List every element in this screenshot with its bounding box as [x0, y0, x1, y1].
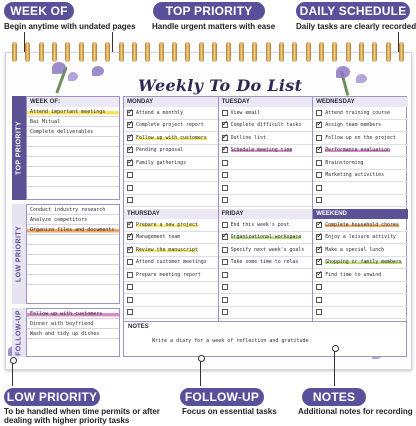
task-row[interactable]: [124, 132, 218, 145]
task-row[interactable]: [219, 232, 313, 245]
planner-title: Weekly To Do List: [138, 76, 303, 95]
task-row[interactable]: [124, 170, 218, 183]
task-row[interactable]: [313, 294, 408, 307]
task-text[interactable]: Prepare a new project: [136, 221, 198, 228]
list-line[interactable]: [27, 265, 119, 275]
task-text[interactable]: Make a special lunch: [325, 246, 385, 253]
task-checkbox[interactable]: [222, 222, 228, 228]
task-row[interactable]: [313, 282, 408, 295]
ring: [105, 42, 110, 62]
ring: [226, 42, 231, 62]
task-text[interactable]: Management team: [136, 234, 181, 241]
task-checkbox[interactable]: [222, 160, 228, 166]
task-row[interactable]: [124, 182, 218, 195]
task-row[interactable]: [124, 219, 218, 232]
iris-flower-icon: [92, 66, 104, 76]
ring: [332, 42, 337, 62]
task-row[interactable]: [219, 307, 313, 320]
ring: [119, 42, 124, 62]
ring: [306, 42, 311, 62]
task-checkbox[interactable]: [127, 222, 133, 228]
list-line[interactable]: Attend important meetings: [27, 107, 119, 117]
follow-up-caption: Focus on essential tasks: [182, 407, 277, 416]
task-text[interactable]: Follow up on the project: [325, 134, 396, 141]
ring: [212, 42, 217, 62]
ring: [12, 42, 17, 62]
daily-schedule-grid: [123, 96, 407, 357]
task-text[interactable]: Organizational workspace: [230, 234, 302, 241]
week-of-badge: WEEK OF: [4, 2, 74, 20]
day-header: WEDNESDAY: [313, 97, 408, 107]
task-checkbox[interactable]: [222, 185, 228, 191]
follow-up-tab: [12, 308, 26, 357]
follow-up-pointer: [200, 358, 201, 386]
ring: [92, 42, 97, 62]
low-priority-caption: To be handled when time permits or after dealing with higher priority tasks: [4, 407, 160, 425]
task-row[interactable]: [219, 244, 313, 257]
day-wednesday: [313, 97, 408, 209]
notes-pointer: [334, 348, 335, 386]
notes-label: NOTES: [128, 324, 149, 330]
task-checkbox[interactable]: [222, 272, 228, 278]
task-row[interactable]: [124, 120, 218, 133]
task-row[interactable]: [219, 145, 313, 158]
task-checkbox[interactable]: [316, 160, 322, 166]
task-row[interactable]: [313, 232, 408, 245]
task-checkbox[interactable]: [316, 185, 322, 191]
iris-flower-icon: [356, 74, 367, 83]
week-of-label: WEEK OF:: [27, 97, 119, 107]
task-checkbox[interactable]: [316, 259, 322, 265]
daily-schedule-badge: DAILY SCHEDULE: [296, 2, 410, 20]
task-checkbox[interactable]: [127, 259, 133, 265]
ring: [359, 42, 364, 62]
task-checkbox[interactable]: [316, 234, 322, 240]
ring: [372, 42, 377, 62]
task-checkbox[interactable]: [127, 297, 133, 303]
top-priority-tab-label: TOP PRIORITY: [15, 121, 23, 175]
task-row[interactable]: [219, 269, 313, 282]
ring: [266, 42, 271, 62]
list-line[interactable]: Wash and tidy up dishes: [27, 329, 119, 339]
task-text[interactable]: Find time to unwind: [325, 271, 382, 278]
day-header: FRIDAY: [219, 209, 313, 219]
ring: [346, 42, 351, 62]
spiral-binding: [12, 42, 404, 64]
task-checkbox[interactable]: [222, 309, 228, 315]
task-row[interactable]: [219, 282, 313, 295]
task-checkbox[interactable]: [316, 147, 322, 153]
list-line[interactable]: Conduct industry research: [27, 205, 119, 215]
task-checkbox[interactable]: [127, 172, 133, 178]
ring: [25, 42, 30, 62]
notes-text[interactable]: Write a diary for a week of reflection and gratitude: [152, 338, 309, 344]
task-row[interactable]: [124, 145, 218, 158]
task-checkbox[interactable]: [127, 122, 133, 128]
task-text[interactable]: Complete project report: [136, 122, 204, 129]
day-header: MONDAY: [124, 97, 218, 107]
task-row[interactable]: [219, 157, 313, 170]
task-checkbox[interactable]: [127, 135, 133, 141]
task-text[interactable]: Attend a monthly: [136, 109, 184, 116]
day-monday: [124, 97, 219, 209]
task-row[interactable]: [313, 132, 408, 145]
follow-up-tab-label: FOLLOW-UP: [15, 309, 23, 356]
task-checkbox[interactable]: [222, 234, 228, 240]
ring: [172, 42, 177, 62]
task-checkbox[interactable]: [222, 147, 228, 153]
list-line[interactable]: Dinner with boyfriend: [27, 319, 119, 329]
task-row[interactable]: [313, 195, 408, 208]
task-row[interactable]: [313, 145, 408, 158]
day-header: TUESDAY: [219, 97, 313, 107]
task-text[interactable]: Complete difficult tasks: [230, 122, 302, 129]
list-line[interactable]: [27, 255, 119, 265]
day-tuesday: [219, 97, 314, 209]
task-row[interactable]: [124, 282, 218, 295]
task-row[interactable]: [313, 182, 408, 195]
iris-flower-icon: [336, 66, 350, 78]
low-priority-badge: LOW PRIORITY: [4, 388, 100, 406]
ring: [145, 42, 150, 62]
day-header: THURSDAY: [124, 209, 218, 219]
task-row[interactable]: [124, 195, 218, 208]
list-line[interactable]: Follow up with customers: [27, 309, 119, 319]
task-checkbox[interactable]: [222, 122, 228, 128]
task-row[interactable]: [124, 232, 218, 245]
task-checkbox[interactable]: [222, 110, 228, 116]
ring: [319, 42, 324, 62]
task-row[interactable]: [219, 132, 313, 145]
task-checkbox[interactable]: [127, 160, 133, 166]
task-text[interactable]: Outline list: [230, 134, 266, 141]
task-row[interactable]: [219, 294, 313, 307]
iris-flower-icon: [52, 62, 66, 74]
notes-badge: NOTES: [302, 388, 366, 406]
task-text[interactable]: End this week's post: [230, 221, 290, 228]
list-line[interactable]: Complete deliverables: [27, 127, 119, 137]
notes-caption: Additional notes for recording: [298, 407, 413, 416]
task-checkbox[interactable]: [127, 110, 133, 116]
day-friday: [219, 209, 314, 321]
ring: [159, 42, 164, 62]
list-line[interactable]: [27, 147, 119, 157]
task-checkbox[interactable]: [316, 309, 322, 315]
task-text[interactable]: Shopping or family members: [325, 259, 402, 266]
task-text[interactable]: Follow up with customers: [136, 134, 207, 141]
ring: [279, 42, 284, 62]
task-row[interactable]: [124, 307, 218, 320]
list-line[interactable]: Analyze competitors: [27, 215, 119, 225]
task-checkbox[interactable]: [127, 284, 133, 290]
task-row[interactable]: [313, 107, 408, 120]
task-text[interactable]: Marketing activities: [325, 172, 385, 179]
task-row[interactable]: [313, 157, 408, 170]
task-text[interactable]: Specify next week's goals: [230, 246, 305, 253]
day-weekend: [313, 209, 408, 321]
top-priority-badge: TOP PRIORITY: [153, 2, 265, 20]
task-checkbox[interactable]: [316, 135, 322, 141]
week-of-caption: Begin anytime with undated pages: [4, 22, 136, 31]
ring: [239, 42, 244, 62]
task-row[interactable]: [124, 244, 218, 257]
list-line[interactable]: Organize files and documents: [27, 225, 119, 235]
task-row[interactable]: [219, 170, 313, 183]
task-row[interactable]: [219, 195, 313, 208]
task-checkbox[interactable]: [222, 297, 228, 303]
ring: [199, 42, 204, 62]
task-row[interactable]: [124, 107, 218, 120]
task-text[interactable]: View email: [230, 109, 261, 116]
task-text[interactable]: Family gatherings: [136, 159, 187, 166]
top-priority-caption: Handle urgent matters with ease: [152, 22, 276, 31]
list-line[interactable]: Bai Mitual: [27, 117, 119, 127]
task-row[interactable]: [313, 120, 408, 133]
task-checkbox[interactable]: [127, 272, 133, 278]
task-checkbox[interactable]: [316, 297, 322, 303]
task-checkbox[interactable]: [316, 172, 322, 178]
task-row[interactable]: [219, 107, 313, 120]
list-line[interactable]: [27, 245, 119, 255]
task-text[interactable]: Review the manuscript: [136, 246, 198, 253]
ring: [399, 42, 404, 62]
task-checkbox[interactable]: [222, 197, 228, 203]
task-text[interactable]: Pending proposal: [136, 147, 184, 154]
ring: [65, 42, 70, 62]
task-text[interactable]: Take some time to relax: [230, 259, 299, 266]
task-checkbox[interactable]: [222, 247, 228, 253]
ring: [252, 42, 257, 62]
day-header: WEEKEND: [313, 209, 408, 219]
task-checkbox[interactable]: [127, 247, 133, 253]
task-row[interactable]: [313, 244, 408, 257]
list-line[interactable]: [27, 177, 119, 187]
task-row[interactable]: [219, 182, 313, 195]
task-text[interactable]: Performance evaluation: [325, 147, 390, 154]
top-priority-tab: [12, 96, 26, 200]
task-text[interactable]: Prepare meeting report: [136, 271, 201, 278]
ring: [292, 42, 297, 62]
task-text[interactable]: Complete household chores: [325, 221, 399, 228]
ring: [132, 42, 137, 62]
follow-up-list: [26, 308, 120, 357]
task-row[interactable]: [124, 157, 218, 170]
notes-box: [123, 321, 407, 357]
task-text[interactable]: Attend customer meetings: [136, 259, 207, 266]
task-checkbox[interactable]: [316, 222, 322, 228]
task-checkbox[interactable]: [127, 309, 133, 315]
day-thursday: [124, 209, 219, 321]
list-line[interactable]: [27, 167, 119, 177]
task-text[interactable]: Enjoy a leisure activity: [325, 234, 396, 241]
task-checkbox[interactable]: [127, 185, 133, 191]
task-checkbox[interactable]: [316, 110, 322, 116]
task-row[interactable]: [124, 294, 218, 307]
ring: [79, 42, 84, 62]
list-line[interactable]: [27, 235, 119, 245]
list-line[interactable]: [27, 275, 119, 285]
task-row[interactable]: [219, 257, 313, 270]
task-row[interactable]: [313, 307, 408, 320]
task-row[interactable]: [219, 120, 313, 133]
task-row[interactable]: [313, 269, 408, 282]
task-checkbox[interactable]: [127, 147, 133, 153]
task-text[interactable]: Attend training course: [325, 109, 390, 116]
list-line[interactable]: [27, 157, 119, 167]
ring: [185, 42, 190, 62]
task-text[interactable]: Schedule meeting time: [230, 147, 293, 154]
task-row[interactable]: [124, 257, 218, 270]
iris-flower-icon: [68, 72, 78, 81]
task-checkbox[interactable]: [127, 197, 133, 203]
task-checkbox[interactable]: [316, 272, 322, 278]
task-text[interactable]: Brainstorming: [325, 159, 364, 166]
low-priority-tab-label: LOW PRIORITY: [15, 225, 23, 283]
low-priority-tab: [12, 204, 26, 304]
task-row[interactable]: [313, 257, 408, 270]
task-row[interactable]: [313, 170, 408, 183]
low-priority-pointer: [12, 360, 13, 386]
task-checkbox[interactable]: [316, 247, 322, 253]
top-priority-list: [26, 96, 120, 200]
task-checkbox[interactable]: [316, 284, 322, 290]
task-text[interactable]: Assign team members: [325, 122, 382, 129]
task-checkbox[interactable]: [222, 172, 228, 178]
task-row[interactable]: [313, 219, 408, 232]
task-row[interactable]: [219, 219, 313, 232]
task-row[interactable]: [124, 269, 218, 282]
ring: [386, 42, 391, 62]
list-line[interactable]: [27, 137, 119, 147]
ring: [52, 42, 57, 62]
task-checkbox[interactable]: [222, 259, 228, 265]
task-checkbox[interactable]: [316, 122, 322, 128]
follow-up-badge: FOLLOW-UP: [180, 388, 264, 406]
task-checkbox[interactable]: [222, 284, 228, 290]
task-checkbox[interactable]: [127, 234, 133, 240]
daily-schedule-caption: Daily tasks are clearly recorded: [296, 22, 416, 31]
task-checkbox[interactable]: [316, 197, 322, 203]
task-checkbox[interactable]: [222, 135, 228, 141]
low-priority-list: [26, 204, 120, 304]
ring: [39, 42, 44, 62]
